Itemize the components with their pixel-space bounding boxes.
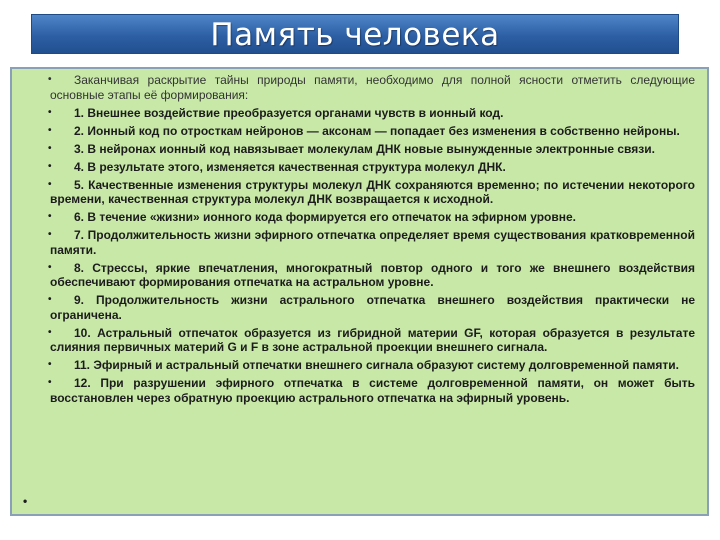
- list-item-12: • 12. При разрушении эфирного отпечатка в системе долговременной памяти, он может быть восстановлен через обратную проекцию астрального отпечатка на эфирный уровень.: [50, 376, 695, 405]
- title-bar: [31, 14, 679, 54]
- list-item-10: • 10. Астральный отпечаток образуется из гибридной материи GF, которая образуется в результате слияния первичных материй G и F в зоне астральной проекции внешнего сигнала.: [50, 326, 695, 355]
- content-box: [10, 67, 709, 516]
- list-item-intro: • Заканчивая раскрытие тайны природы памяти, необходимо для полной ясности отметить следующие основные этапы её формирования:: [50, 73, 695, 102]
- list-item-1: • 1. Внешнее воздействие преобразуется органами чувств в ионный код.: [50, 106, 695, 121]
- list-item-3: • 3. В нейронах ионный код навязывает молекулам ДНК новые вынужденные электронные связи.: [50, 142, 695, 157]
- list-item-6: • 6. В течение «жизни» ионного кода формируется его отпечаток на эфирном уровне.: [50, 210, 695, 225]
- list-item-9: • 9. Продолжительность жизни астрального отпечатка внешнего воздействия практически не ограничена.: [50, 293, 695, 322]
- list-item-7: • 7. Продолжительность жизни эфирного отпечатка определяет время существования кратковременной памяти.: [50, 228, 695, 257]
- list-item-8: • 8. Стрессы, яркие впечатления, многократный повтор одного и того же внешнего воздействия обеспечивают формирования отпечатка на астральном уровне.: [50, 261, 695, 290]
- list-item-4: • 4. В результате этого, изменяется качественная структура молекул ДНК.: [50, 160, 695, 175]
- list-item-5: • 5. Качественные изменения структуры молекул ДНК сохраняются временно; по истечении некоторого времени, качественная структура молекул ДНК возвращается к исходной.: [50, 178, 695, 207]
- empty-bullet: •: [23, 494, 28, 508]
- page-title: Память человека: [210, 17, 500, 53]
- list-item-2: • 2. Ионный код по отросткам нейронов — аксонам — попадает без изменения в собственно нейроны.: [50, 124, 695, 139]
- list-item-11: • 11. Эфирный и астральный отпечатки внешнего сигнала образуют систему долговременной памяти.: [50, 358, 695, 373]
